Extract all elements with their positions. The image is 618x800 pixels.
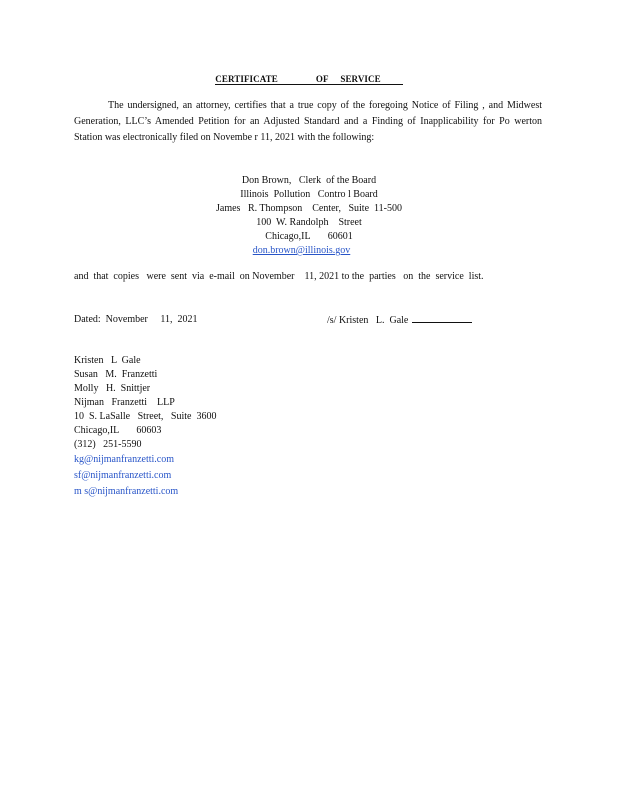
signature-underline [412,313,472,323]
recipient-email-link[interactable]: don.brown@illinois.gov [252,245,351,256]
recipient-line-2: Illinois Pollution Contro l Board [240,189,378,200]
signatory-line: Nijman Franzetti LLP [74,397,175,408]
signatory-line: (312) 251-5590 [74,439,142,450]
signatory-line: 10 S. LaSalle Street, Suite 3600 [74,411,217,422]
title-word-certificate: CERTIFICATE [215,74,278,84]
dated-line: Dated: November 11, 2021 [74,314,198,325]
signatory-email-link[interactable]: sf@nijmanfranzetti.com [74,470,172,481]
certificate-title [0,74,618,84]
recipient-line-5: Chicago,IL 60601 [265,231,353,242]
signatory-line: Susan M. Franzetti [74,369,158,380]
signatory-email-link[interactable]: m s@nijmanfranzetti.com [74,486,179,497]
signatory-email-link[interactable]: kg@nijmanfranzetti.com [74,454,175,465]
copies-sentence: and that copies were sent via e-mail on November 11, 2021 to the parties on the service list. [74,271,484,282]
recipient-address-block [0,174,618,258]
signatory-line: Chicago,IL 60603 [74,425,162,436]
signatory-address-block [74,354,217,452]
signature-text: /s/ Kristen L. Gale [327,315,409,326]
signatory-email-list [74,452,178,500]
certification-paragraph: The undersigned, an attorney, certifies that a true copy of the foregoing Notice of Filing , and Midwest Generation, LLC’s Amended Petition for an Adjusted Standard and a Finding of Inapplicability for Po werton Station was electronically filed on Novembe r 11, 2021 with the following: [74,100,542,143]
title-word-of: OF [315,74,329,84]
signatory-line: Molly H. Snittjer [74,383,151,394]
recipient-line-3: James R. Thompson Center, Suite 11-500 [216,203,402,214]
title-word-service: SERVICE [340,74,381,84]
signatory-line: Kristen L Gale [74,355,141,366]
signature-line [327,313,472,326]
title-underline [215,74,403,85]
recipient-line-1: Don Brown, Clerk of the Board [241,175,377,186]
recipient-line-4: 100 W. Randolph Street [256,217,362,228]
